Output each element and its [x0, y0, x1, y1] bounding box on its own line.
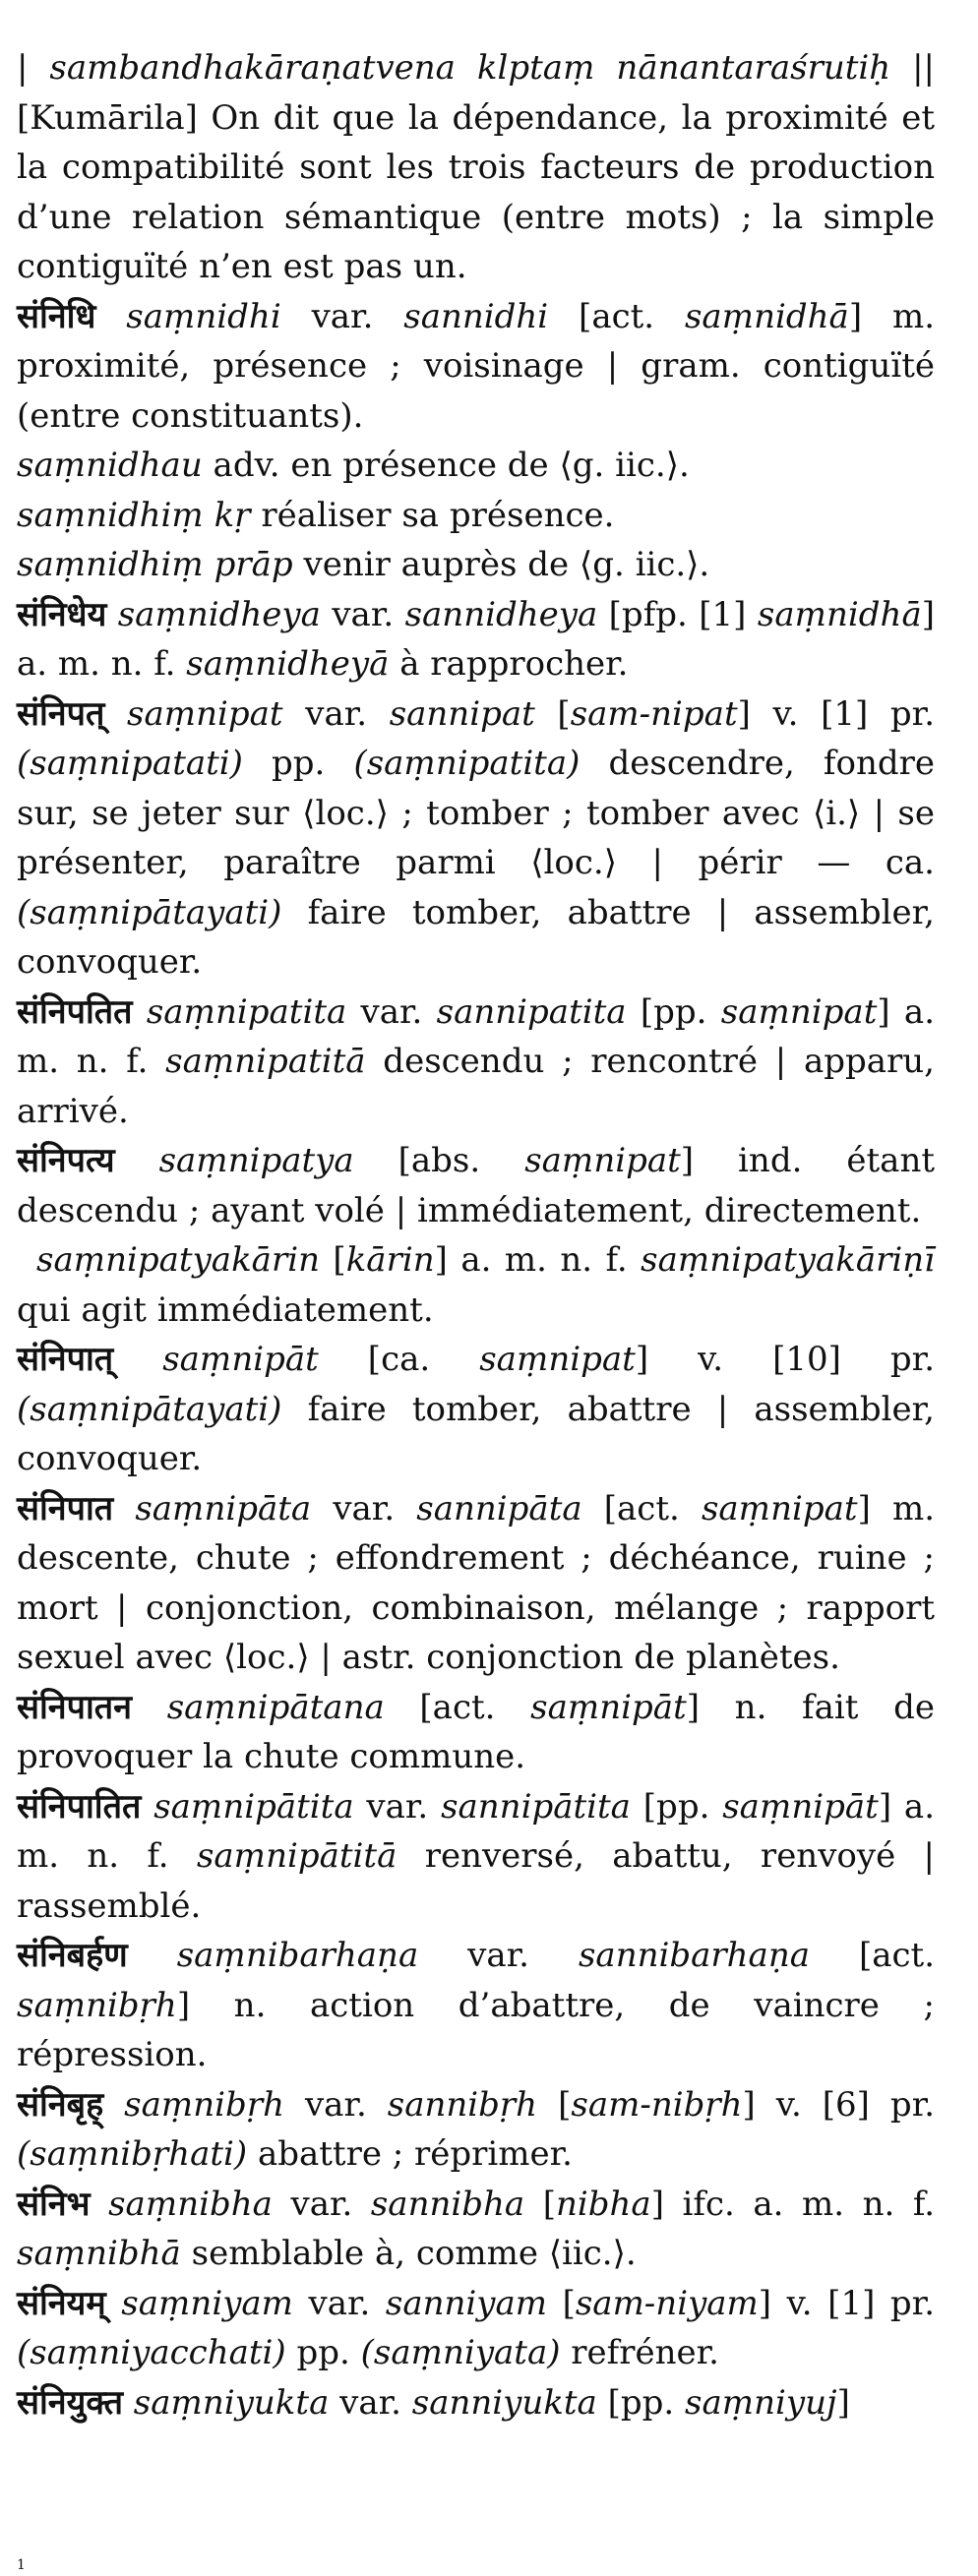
italic-term: saṃnipāt [530, 1687, 687, 1727]
italic-term: sannipat [389, 693, 535, 734]
italic-term: saṃnipatyakāriṇī [641, 1240, 935, 1280]
headword-devanagari: संनिबर्हण [17, 1936, 128, 1975]
dictionary-entry [17, 1136, 935, 1235]
italic-term: sam-nibṛh [571, 2084, 743, 2125]
entry-text [132, 1688, 167, 1727]
dictionary-entries [17, 43, 935, 2427]
entry-text: [act. [809, 1936, 935, 1975]
entry-text: var. [283, 2084, 388, 2125]
entry-text: ] m. proximité, présence ; voisinage | gram. contiguïté (entre constituants). [17, 296, 936, 436]
italic-term: saṃniyukta [133, 2382, 330, 2423]
entry-text: var. [272, 2184, 371, 2224]
entry-text: ] ifc. a. m. n. f. [650, 2184, 935, 2224]
entry-text: [act. [581, 1488, 702, 1528]
entry-text: [ [534, 693, 571, 734]
headword-devanagari: संनिपत्य [17, 1141, 115, 1180]
entry-text: refréner. [560, 2333, 719, 2372]
italic-term: sam-nipat [570, 693, 738, 734]
italic-term: saṃnibhā [17, 2234, 181, 2273]
dictionary-entry [17, 292, 935, 442]
headword-devanagari: संनिपात [17, 1488, 114, 1528]
entry-text: semblable à, comme ⟨iic.⟩. [180, 2234, 637, 2273]
italic-term: saṃnipāt [722, 1786, 879, 1827]
entry-text [113, 1340, 162, 1379]
entry-text: renversé, abattu, renvoyé | rassemblé. [17, 1836, 936, 1926]
italic-term: sanniyam [385, 2283, 547, 2323]
entry-text: ] n. fait de provoquer la chute commune. [17, 1687, 935, 1776]
dictionary-entry [17, 1931, 935, 2080]
entry-text: || [Kumārila] On dit que la dépendance, la proximité et la compatibilité sont les trois facteurs de production d’une relation sémantique (entre mots) ; la simple contiguïté n’en est pas un. [17, 48, 936, 286]
italic-term: kārin [345, 1240, 435, 1280]
italic-term: saṃnipat [479, 1340, 636, 1379]
dictionary-entry [17, 441, 935, 491]
entry-text: [ [319, 1240, 346, 1280]
entry-text: [ [524, 2184, 556, 2224]
italic-term: saṃnidhā [757, 594, 922, 634]
page-number: 1 [17, 2557, 26, 2573]
entry-text: [pfp. [1] [597, 594, 758, 634]
headword-devanagari: संनिपत् [17, 693, 105, 734]
entry-text: var. [282, 693, 390, 734]
italic-term: saṃnipatyakārin [36, 1240, 320, 1280]
dictionary-entry [17, 2279, 935, 2378]
entry-text: pp. [285, 2333, 361, 2372]
dictionary-entry [17, 1484, 935, 1683]
dictionary-entry [17, 689, 935, 988]
italic-term: saṃnibṛh [124, 2084, 284, 2125]
italic-term: (saṃnipatita) [353, 744, 581, 783]
entry-text [103, 2085, 124, 2125]
entry-text: à rapprocher. [389, 644, 629, 684]
entry-text: descendre, fondre sur, se jeter sur ⟨loc.⟩ ; tomber ; tomber avec ⟨i.⟩ | se présenter, paraître parmi ⟨loc.⟩ | périr — ca. [17, 744, 935, 882]
entry-text: var. [346, 991, 437, 1032]
italic-term: saṃnidheyā [186, 644, 390, 684]
entry-text [91, 2185, 109, 2224]
dictionary-entry [17, 1235, 935, 1335]
italic-term: saṃnipātana [166, 1687, 385, 1727]
entry-text: faire tomber, abattre | assembler, convoquer. [17, 892, 935, 982]
italic-term: sambandhakāraṇatvena klptaṃ nānantaraśrutiḥ [49, 48, 891, 88]
entry-text: ] v. [6] pr. [742, 2084, 936, 2125]
italic-term: sannipatita [436, 991, 627, 1032]
italic-term: sannipātita [441, 1786, 631, 1827]
italic-term: saṃnidhi [126, 296, 281, 336]
italic-term: (saṃnipatati) [17, 744, 243, 783]
entry-text: qui agit immédiatement. [17, 1289, 434, 1330]
entry-text: var. [292, 2283, 386, 2323]
italic-term: saṃnipatya [158, 1141, 354, 1180]
dictionary-entry [17, 1782, 935, 1932]
italic-term: (saṃniyata) [360, 2333, 561, 2372]
italic-term: saṃnipatita [146, 991, 347, 1032]
entry-text: [ [547, 2283, 576, 2323]
headword-devanagari: संनियुक्त [17, 2382, 123, 2423]
italic-term: saṃnipāta [135, 1488, 312, 1528]
entry-text [113, 1489, 135, 1528]
entry-text: [act. [548, 296, 685, 336]
italic-term: saṃnipat [720, 991, 878, 1032]
headword-devanagari: संनियम् [17, 2283, 106, 2323]
entry-text: réaliser sa présence. [250, 495, 615, 535]
entry-text: var. [311, 1488, 417, 1528]
entry-text: [act. [384, 1687, 531, 1727]
entry-text: ] [836, 2382, 850, 2423]
headword-devanagari: संनिपात् [17, 1340, 114, 1379]
italic-term: sanniyukta [411, 2382, 597, 2423]
italic-term: sannibṛh [387, 2084, 538, 2125]
entry-text: [pp. [596, 2382, 686, 2423]
headword-devanagari: संनिपातित [17, 1786, 142, 1827]
headword-devanagari: संनिबृह् [17, 2084, 104, 2125]
dictionary-entry [17, 540, 935, 590]
entry-text: [abs. [353, 1141, 525, 1180]
dictionary-entry [17, 2180, 935, 2279]
entry-text: var. [418, 1936, 579, 1975]
italic-term: saṃnidhiṃ prāp [17, 545, 293, 584]
entry-text: | [17, 48, 50, 88]
italic-term: saṃnipāt [162, 1340, 319, 1379]
entry-text: var. [329, 2382, 412, 2423]
italic-term: nibha [555, 2184, 651, 2224]
italic-term: sannipāta [416, 1488, 582, 1528]
italic-term: saṃnidheya [117, 594, 321, 634]
italic-term: saṃnidhau [17, 446, 203, 485]
entry-text [106, 595, 117, 634]
italic-term: sannibarhaṇa [578, 1936, 810, 1975]
italic-term: saṃniyam [121, 2283, 293, 2323]
entry-text: [pp. [630, 1786, 723, 1827]
headword-devanagari: संनिपतित [17, 991, 133, 1032]
entry-text: var. [280, 296, 404, 336]
dictionary-entry [17, 2378, 935, 2428]
italic-term: saṃnipātitā [196, 1836, 397, 1876]
italic-term: saṃnipatitā [165, 1042, 366, 1081]
entry-text [133, 992, 147, 1032]
entry-text: adv. en présence de ⟨g. iic.⟩. [202, 446, 690, 485]
headword-devanagari: संनिभ [17, 2184, 91, 2224]
entry-text: var. [320, 594, 405, 634]
entry-text: [pp. [626, 991, 721, 1032]
italic-term: (saṃnipātayati) [17, 892, 282, 932]
entry-text [115, 1141, 159, 1180]
entry-text: ] ind. étant descendu ; ayant volé | immédiatement, directement. [17, 1141, 936, 1230]
italic-term: (saṃnipātayati) [17, 1389, 282, 1429]
entry-text: var. [353, 1786, 442, 1827]
italic-term: saṃnipātita [153, 1786, 354, 1827]
entry-text: ] a. m. n. f. [434, 1240, 642, 1280]
entry-text: ] m. descente, chute ; effondrement ; déchéance, ruine ; mort | conjonction, combinaison, mélange ; rapport sexuel avec ⟨loc.⟩ | astr. conjonction de planètes. [17, 1488, 936, 1677]
entry-text [128, 1936, 177, 1975]
entry-text: ] a. m. n. f. [17, 594, 935, 684]
italic-term: sannibha [370, 2184, 525, 2224]
entry-text: ] a. m. n. f. [17, 1786, 936, 1876]
headword-devanagari: संनिधेय [17, 594, 107, 634]
italic-term: saṃnipat [524, 1141, 681, 1180]
dictionary-entry [17, 491, 935, 541]
entry-text: ] v. [1] pr. [737, 693, 936, 734]
entry-text [106, 2284, 122, 2323]
entry-text: [ [537, 2084, 572, 2125]
italic-term: saṃnidhiṃ kṛ [17, 495, 251, 535]
dictionary-entry [17, 2080, 935, 2180]
dictionary-entry [17, 43, 935, 292]
entry-text: ] v. [1] pr. [758, 2283, 936, 2323]
dictionary-entry [17, 590, 935, 689]
italic-term: (saṃniyacchati) [17, 2333, 286, 2372]
headword-devanagari: संनिपातन [17, 1687, 133, 1727]
entry-text: pp. [242, 744, 354, 783]
italic-term: saṃnipat [701, 1488, 858, 1528]
italic-term: saṃnibṛh [17, 1985, 177, 2025]
italic-term: sannidheya [404, 594, 598, 634]
entry-text [104, 694, 127, 734]
italic-term: sannidhi [403, 296, 549, 336]
dictionary-entry [17, 1335, 935, 1484]
italic-term: saṃnidhā [684, 296, 849, 336]
dictionary-entry [17, 1683, 935, 1782]
italic-term: saṃnibarhaṇa [176, 1936, 419, 1975]
entry-text: descendu ; rencontré | apparu, arrivé. [17, 1042, 935, 1131]
entry-text: ] v. [10] pr. [635, 1340, 935, 1379]
dictionary-entry [17, 988, 935, 1137]
italic-term: saṃnibha [108, 2184, 273, 2224]
entry-text: faire tomber, abattre | assembler, convoquer. [17, 1389, 935, 1478]
italic-term: saṃnipat [127, 693, 283, 734]
italic-term: (saṃnibṛhati) [17, 2134, 248, 2174]
italic-term: saṃniyuj [685, 2382, 837, 2423]
entry-text: abattre ; réprimer. [247, 2134, 573, 2174]
entry-text: [ca. [318, 1340, 480, 1379]
entry-text [123, 2383, 134, 2423]
entry-text: ] a. m. n. f. [17, 991, 936, 1081]
entry-text [95, 297, 126, 336]
entry-text: venir auprès de ⟨g. iic.⟩. [292, 545, 710, 584]
entry-text [141, 1787, 153, 1827]
italic-term: sam-niyam [575, 2283, 759, 2323]
entry-text: ] n. action d’abattre, de vaincre ; répression. [17, 1985, 935, 2074]
headword-devanagari: संनिधि [17, 296, 96, 336]
